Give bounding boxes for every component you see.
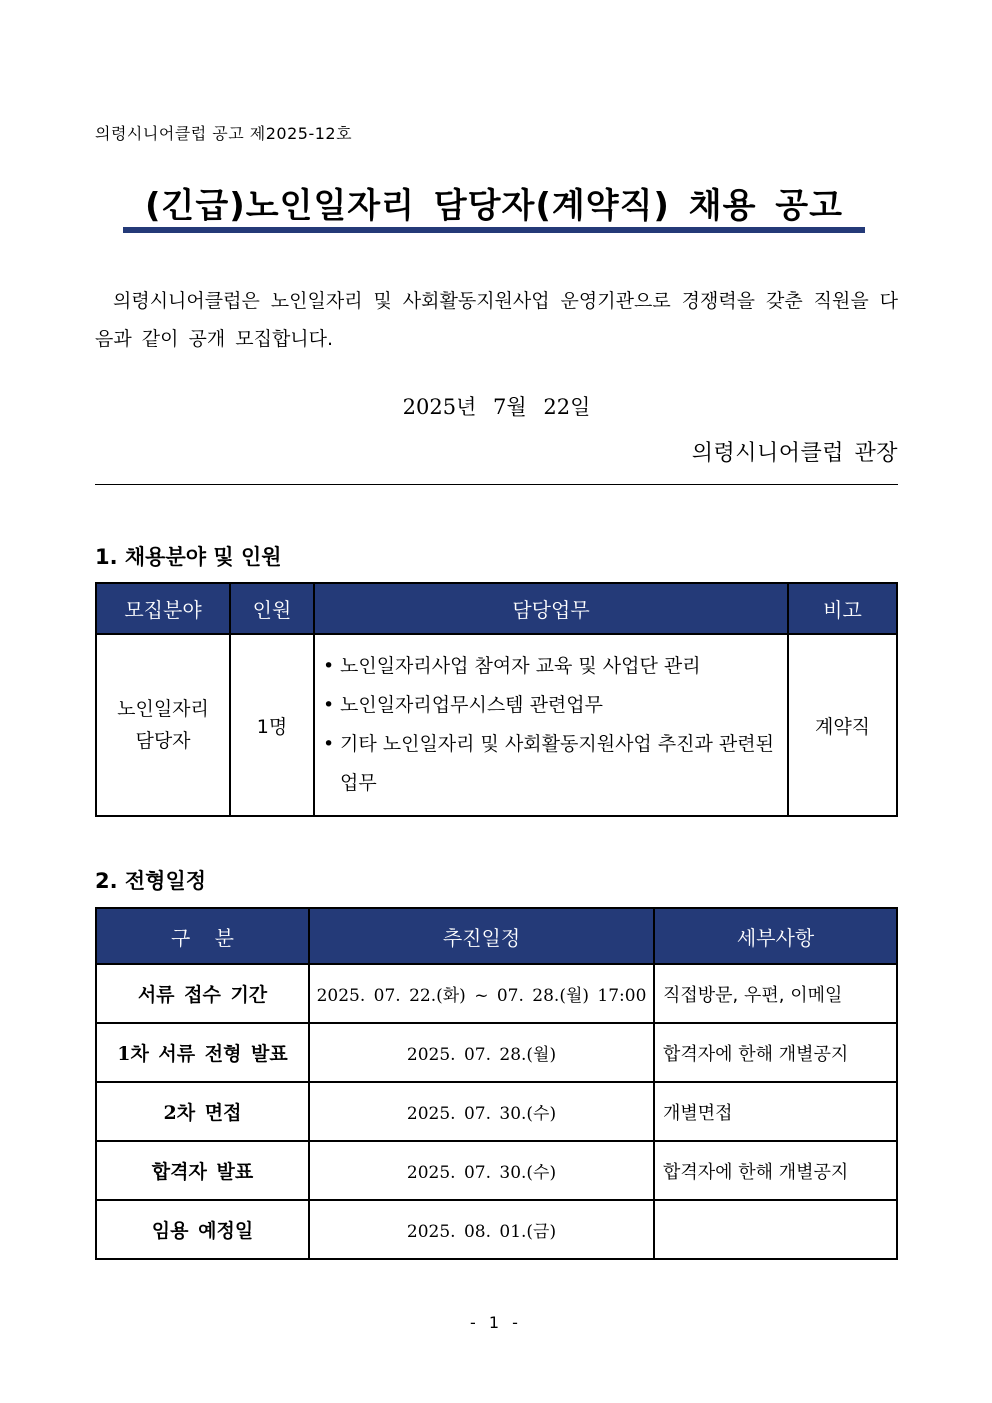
schedule-date: 2025. 08. 01.(금) xyxy=(309,1200,654,1259)
schedule-details: 개별면접 xyxy=(654,1082,897,1141)
bullet-icon: • xyxy=(323,694,335,716)
bullet-icon: • xyxy=(323,733,335,755)
recruit-count: 1명 xyxy=(230,634,314,816)
section-heading-schedule: 2. 전형일정 xyxy=(95,869,207,893)
schedule-date: 2025. 07. 30.(수) xyxy=(309,1141,654,1200)
signer: 의령시니어클럽 관장 xyxy=(691,441,898,466)
table-row xyxy=(96,1023,897,1082)
recruit-note: 계약직 xyxy=(788,634,897,816)
schedule-date: 2025. 07. 22.(화) ~ 07. 28.(월) 17:00 xyxy=(309,964,654,1023)
schedule-category: 서류 접수 기간 xyxy=(96,964,309,1023)
recruit-field-line: 담당자 xyxy=(135,730,191,752)
col-field: 모집분야 xyxy=(96,583,230,634)
schedule-details xyxy=(654,1200,897,1259)
bullet-icon: • xyxy=(323,655,335,677)
schedule-category: 2차 면접 xyxy=(96,1082,309,1141)
title-underline xyxy=(123,227,865,233)
duty-text: 노인일자리업무시스템 관련업무 xyxy=(340,694,603,716)
col-count: 인원 xyxy=(230,583,314,634)
schedule-category: 합격자 발표 xyxy=(96,1141,309,1200)
table-row xyxy=(96,634,897,816)
schedule-table xyxy=(95,907,898,1260)
col-schedule: 추진일정 xyxy=(309,908,654,964)
list-item xyxy=(323,725,775,803)
schedule-date: 2025. 07. 28.(월) xyxy=(309,1023,654,1082)
schedule-table-header xyxy=(96,908,897,964)
table-row xyxy=(96,1200,897,1259)
schedule-details: 합격자에 한해 개별공지 xyxy=(654,1141,897,1200)
schedule-date: 2025. 07. 30.(수) xyxy=(309,1082,654,1141)
duty-text: 노인일자리사업 참여자 교육 및 사업단 관리 xyxy=(340,655,701,677)
schedule-details: 직접방문, 우편, 이메일 xyxy=(654,964,897,1023)
notice-number: 의령시니어클럽 공고 제2025-12호 xyxy=(95,124,353,143)
page-number: - 1 - xyxy=(470,1313,522,1332)
table-row xyxy=(96,1141,897,1200)
schedule-details: 합격자에 한해 개별공지 xyxy=(654,1023,897,1082)
col-category: 구 분 xyxy=(96,908,309,964)
section-heading-recruitment: 1. 채용분야 및 인원 xyxy=(95,545,282,569)
recruitment-table xyxy=(95,582,898,817)
announcement-date: 2025년 7월 22일 xyxy=(402,395,591,419)
page-title: (긴급)노인일자리 담당자(계약직) 채용 공고 xyxy=(144,186,843,226)
duties-list xyxy=(314,634,788,816)
schedule-category: 1차 서류 전형 발표 xyxy=(96,1023,309,1082)
table-row xyxy=(96,1082,897,1141)
schedule-category: 임용 예정일 xyxy=(96,1200,309,1259)
intro-paragraph: 의령시니어클럽은 노인일자리 및 사회활동지원사업 운영기관으로 경쟁력을 갖춘 직원을 다음과 같이 공개 모집합니다. xyxy=(95,290,898,350)
duty-text: 기타 노인일자리 및 사회활동지원사업 추진과 관련된 업무 xyxy=(340,733,774,794)
col-duties: 담당업무 xyxy=(314,583,788,634)
recruit-field-line: 노인일자리 xyxy=(117,698,209,720)
list-item xyxy=(323,647,775,686)
divider xyxy=(95,484,898,485)
table-row xyxy=(96,964,897,1023)
recruitment-table-header xyxy=(96,583,897,634)
recruit-field xyxy=(96,634,230,816)
col-note: 비고 xyxy=(788,583,897,634)
col-details: 세부사항 xyxy=(654,908,897,964)
list-item xyxy=(323,686,775,725)
